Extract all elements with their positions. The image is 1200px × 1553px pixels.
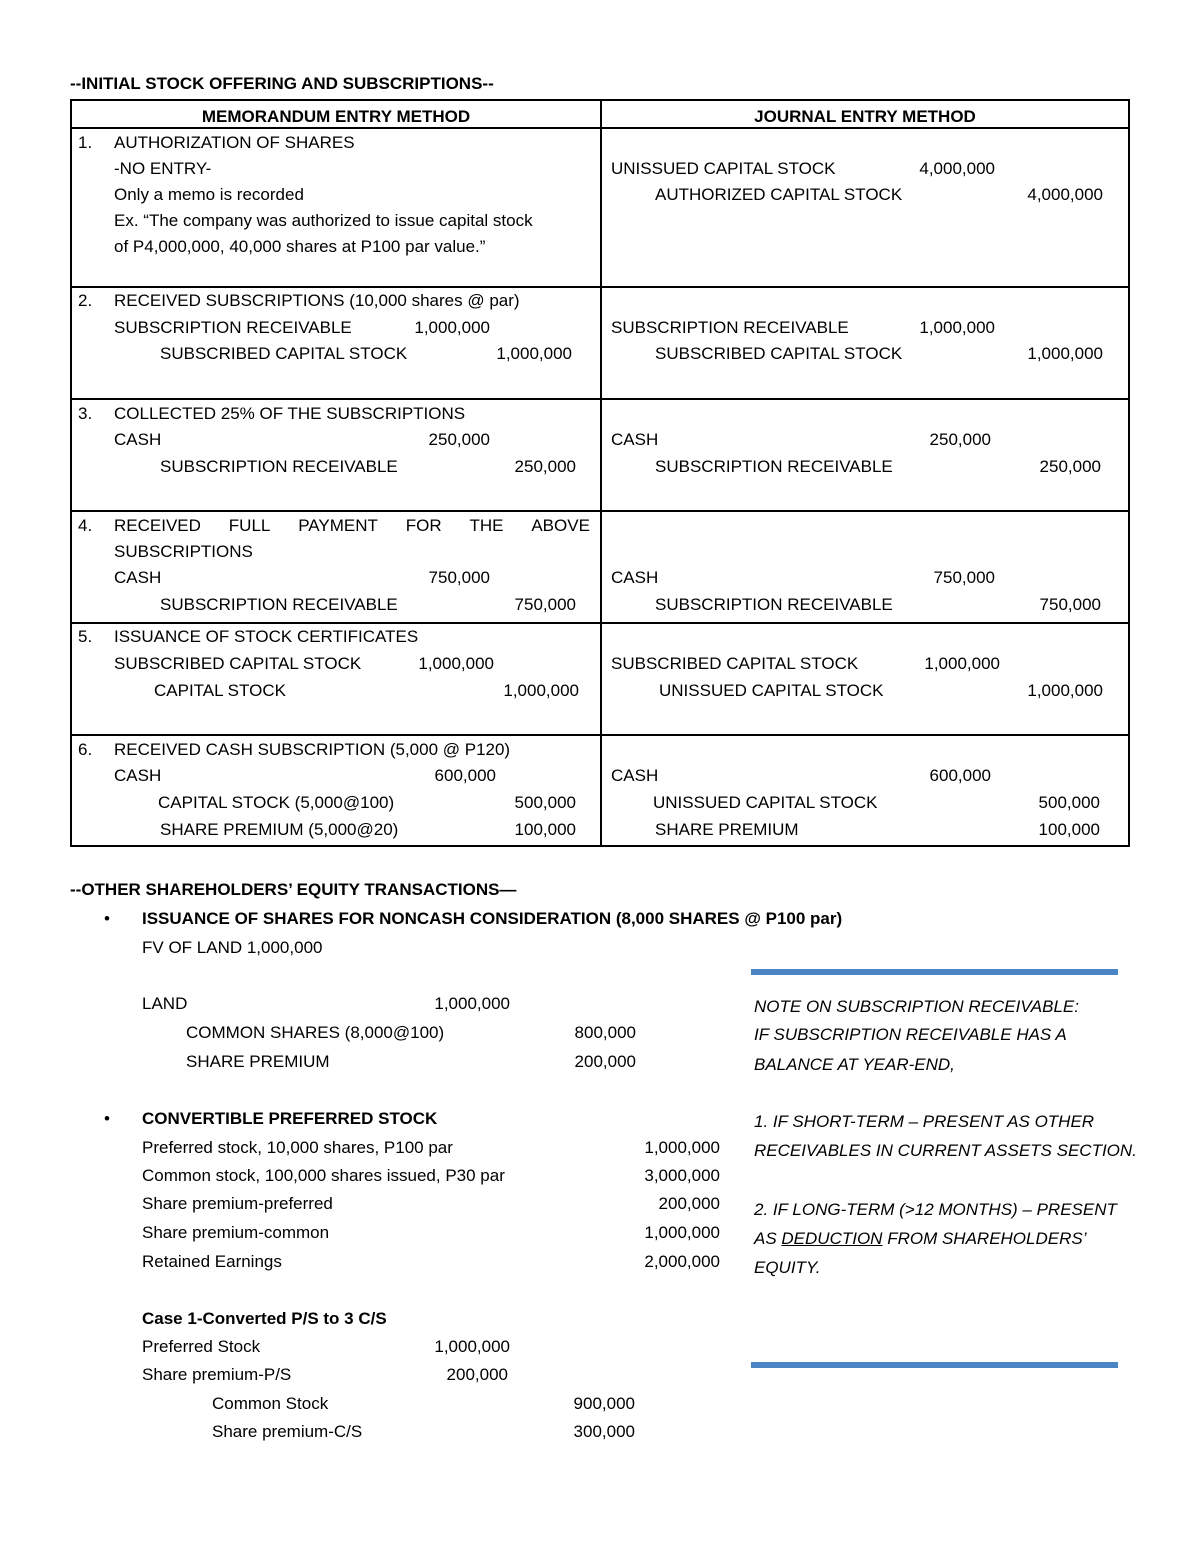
memo-credit-amount: 250,000: [514, 457, 576, 476]
memo-debit-amount: 600,000: [434, 766, 496, 785]
journal-credit-account: SUBSCRIPTION RECEIVABLE: [655, 457, 893, 476]
note-text: 1. IF SHORT-TERM – PRESENT AS OTHER: [754, 1112, 1095, 1131]
memo-credit-account: SUBSCRIBED CAPITAL STOCK: [160, 344, 408, 363]
case-credit-account: Common Stock: [212, 1394, 329, 1413]
journal-debit-amount: 600,000: [929, 766, 991, 785]
case-debit-amount: 1,000,000: [434, 1337, 510, 1356]
journal-credit-amount: 250,000: [1039, 457, 1101, 476]
memo-credit-account: SUBSCRIPTION RECEIVABLE: [160, 595, 398, 614]
note-text: IF SUBSCRIPTION RECEIVABLE HAS A: [754, 1025, 1067, 1044]
row-number: 4.: [78, 516, 93, 535]
table-row-line: [72, 286, 1128, 288]
row-number: 5.: [78, 627, 93, 646]
memo-credit-amount: 500,000: [514, 793, 576, 812]
row-number: 6.: [78, 740, 93, 759]
journal-credit-amount: 4,000,000: [1027, 185, 1103, 204]
memo-title: AUTHORIZATION OF SHARES: [114, 133, 355, 152]
memo-title-word: RECEIVED: [114, 516, 201, 535]
row-number: 3.: [78, 404, 93, 423]
row-number: 1.: [78, 133, 93, 152]
journal-credit-amount: 1,000,000: [1027, 344, 1103, 363]
note-top-rule: [751, 969, 1118, 975]
memo-title-word: THE: [469, 516, 504, 535]
debit-amount: 1,000,000: [434, 994, 510, 1013]
journal-debit-amount: 1,000,000: [924, 654, 1000, 673]
note-text-post: FROM SHAREHOLDERS’: [882, 1229, 1087, 1248]
equity-line-amount: 200,000: [658, 1194, 720, 1213]
header-memo: MEMORANDUM ENTRY METHOD: [201, 107, 471, 126]
memo-debit-amount: 1,000,000: [418, 654, 494, 673]
memo-credit-account: SUBSCRIPTION RECEIVABLE: [160, 457, 398, 476]
note-text: 2. IF LONG-TERM (>12 MONTHS) – PRESENT: [754, 1200, 1117, 1219]
case-title: Case 1-Converted P/S to 3 C/S: [142, 1309, 387, 1328]
journal-debit-account: SUBSCRIBED CAPITAL STOCK: [611, 654, 859, 673]
memo-title: RECEIVED SUBSCRIPTIONS (10,000 shares @ par): [114, 291, 520, 310]
case-debit-account: Share premium-P/S: [142, 1365, 292, 1384]
memo-credit-amount: 750,000: [514, 595, 576, 614]
memo-title: RECEIVED CASH SUBSCRIPTION (5,000 @ P120): [114, 740, 511, 759]
equity-line-label: Preferred stock, 10,000 shares, P100 par: [142, 1138, 453, 1157]
journal-debit-account: SUBSCRIPTION RECEIVABLE: [611, 318, 849, 337]
journal-credit-amount: 750,000: [1039, 595, 1101, 614]
bullet-icon: •: [104, 909, 110, 928]
note-text: EQUITY.: [754, 1258, 821, 1277]
equity-line-label: Share premium-common: [142, 1223, 330, 1242]
memo-debit-account: CASH: [114, 430, 162, 449]
equity-line-amount: 1,000,000: [644, 1223, 720, 1242]
memo-title-word: ABOVE: [531, 516, 590, 535]
equity-line-amount: 2,000,000: [644, 1252, 720, 1271]
journal-debit-amount: 4,000,000: [919, 159, 995, 178]
journal-credit-account: AUTHORIZED CAPITAL STOCK: [655, 185, 903, 204]
note-text-pre: AS: [754, 1229, 782, 1248]
table-row-line: [72, 510, 1128, 512]
credit-amount: 200,000: [574, 1052, 636, 1071]
fv-land: FV OF LAND 1,000,000: [142, 938, 323, 957]
memo-title: SUBSCRIPTIONS: [114, 542, 253, 561]
memo-debit-amount: 750,000: [428, 568, 490, 587]
journal-debit-amount: 750,000: [933, 568, 995, 587]
memo-debit-amount: 1,000,000: [414, 318, 490, 337]
journal-debit-account: CASH: [611, 430, 659, 449]
journal-debit-account: UNISSUED CAPITAL STOCK: [611, 159, 836, 178]
table-row-line: [72, 622, 1128, 624]
case-credit-amount: 900,000: [573, 1394, 635, 1413]
equity-line-label: Share premium-preferred: [142, 1194, 333, 1213]
journal-credit-account: SHARE PREMIUM: [655, 820, 799, 839]
credit-amount: 800,000: [574, 1023, 636, 1042]
journal-debit-account: CASH: [611, 766, 659, 785]
case-debit-account: Preferred Stock: [142, 1337, 261, 1356]
case-debit-amount: 200,000: [446, 1365, 508, 1384]
memo-credit-amount: 1,000,000: [503, 681, 579, 700]
memo-text: of P4,000,000, 40,000 shares at P100 par value.”: [114, 237, 486, 256]
note-text: BALANCE AT YEAR-END,: [754, 1055, 955, 1074]
equity-line-label: Retained Earnings: [142, 1252, 282, 1271]
memo-credit-amount: 100,000: [514, 820, 576, 839]
equity-line-label: Common stock, 100,000 shares issued, P30 par: [142, 1166, 505, 1185]
memo-debit-account: CASH: [114, 568, 162, 587]
memo-credit-account: CAPITAL STOCK (5,000@100): [158, 793, 395, 812]
journal-credit-account: SUBSCRIPTION RECEIVABLE: [655, 595, 893, 614]
memo-debit-account: SUBSCRIBED CAPITAL STOCK: [114, 654, 362, 673]
header-journal: JOURNAL ENTRY METHOD: [754, 107, 976, 126]
journal-debit-amount: 250,000: [929, 430, 991, 449]
memo-credit-amount: 1,000,000: [496, 344, 572, 363]
credit-account: COMMON SHARES (8,000@100): [186, 1023, 445, 1042]
memo-debit-account: SUBSCRIPTION RECEIVABLE: [114, 318, 352, 337]
note-emphasis: DEDUCTION: [781, 1229, 883, 1248]
note-text: RECEIVABLES IN CURRENT ASSETS SECTION.: [754, 1141, 1137, 1160]
case-credit-account: Share premium-C/S: [212, 1422, 363, 1441]
memo-title-word: FULL: [228, 516, 271, 535]
note-bottom-rule: [751, 1362, 1118, 1368]
journal-credit-account: SUBSCRIBED CAPITAL STOCK: [655, 344, 903, 363]
journal-debit-account: CASH: [611, 568, 659, 587]
section-title-initial: --INITIAL STOCK OFFERING AND SUBSCRIPTIONS--: [70, 74, 494, 93]
bullet-icon: •: [104, 1109, 110, 1128]
memo-text: Ex. “The company was authorized to issue capital stock: [114, 211, 533, 230]
credit-account: SHARE PREMIUM: [186, 1052, 330, 1071]
case-credit-amount: 300,000: [573, 1422, 635, 1441]
debit-account: LAND: [142, 994, 188, 1013]
table-row-line: [72, 127, 1128, 129]
memo-title: ISSUANCE OF STOCK CERTIFICATES: [114, 627, 419, 646]
memo-title-word: PAYMENT: [298, 516, 378, 535]
convertible-title: CONVERTIBLE PREFERRED STOCK: [142, 1109, 438, 1128]
memo-credit-account: CAPITAL STOCK: [154, 681, 286, 700]
journal-credit-amount: 1,000,000: [1027, 681, 1103, 700]
memo-title: [114, 517, 590, 534]
table-row-line: [72, 398, 1128, 400]
journal-credit-account: UNISSUED CAPITAL STOCK: [659, 681, 884, 700]
memo-text: -NO ENTRY-: [114, 159, 212, 178]
table-row-line: [72, 734, 1128, 736]
note-text: [754, 1230, 1087, 1247]
journal-credit-account: UNISSUED CAPITAL STOCK: [653, 793, 878, 812]
memo-title: COLLECTED 25% OF THE SUBSCRIPTIONS: [114, 404, 466, 423]
row-number: 2.: [78, 291, 93, 310]
journal-credit-amount: 100,000: [1038, 820, 1100, 839]
journal-debit-amount: 1,000,000: [919, 318, 995, 337]
section-title-other: --OTHER SHAREHOLDERS’ EQUITY TRANSACTIONS—: [70, 880, 517, 899]
memo-debit-amount: 250,000: [428, 430, 490, 449]
equity-line-amount: 1,000,000: [644, 1138, 720, 1157]
equity-line-amount: 3,000,000: [644, 1166, 720, 1185]
memo-credit-account: SHARE PREMIUM (5,000@20): [160, 820, 399, 839]
memo-text: Only a memo is recorded: [114, 185, 304, 204]
journal-credit-amount: 500,000: [1038, 793, 1100, 812]
noncash-title: ISSUANCE OF SHARES FOR NONCASH CONSIDERATION (8,000 SHARES @ P100 par): [142, 909, 843, 928]
memo-debit-account: CASH: [114, 766, 162, 785]
note-heading: NOTE ON SUBSCRIPTION RECEIVABLE:: [754, 997, 1079, 1016]
memo-title-word: FOR: [405, 516, 442, 535]
